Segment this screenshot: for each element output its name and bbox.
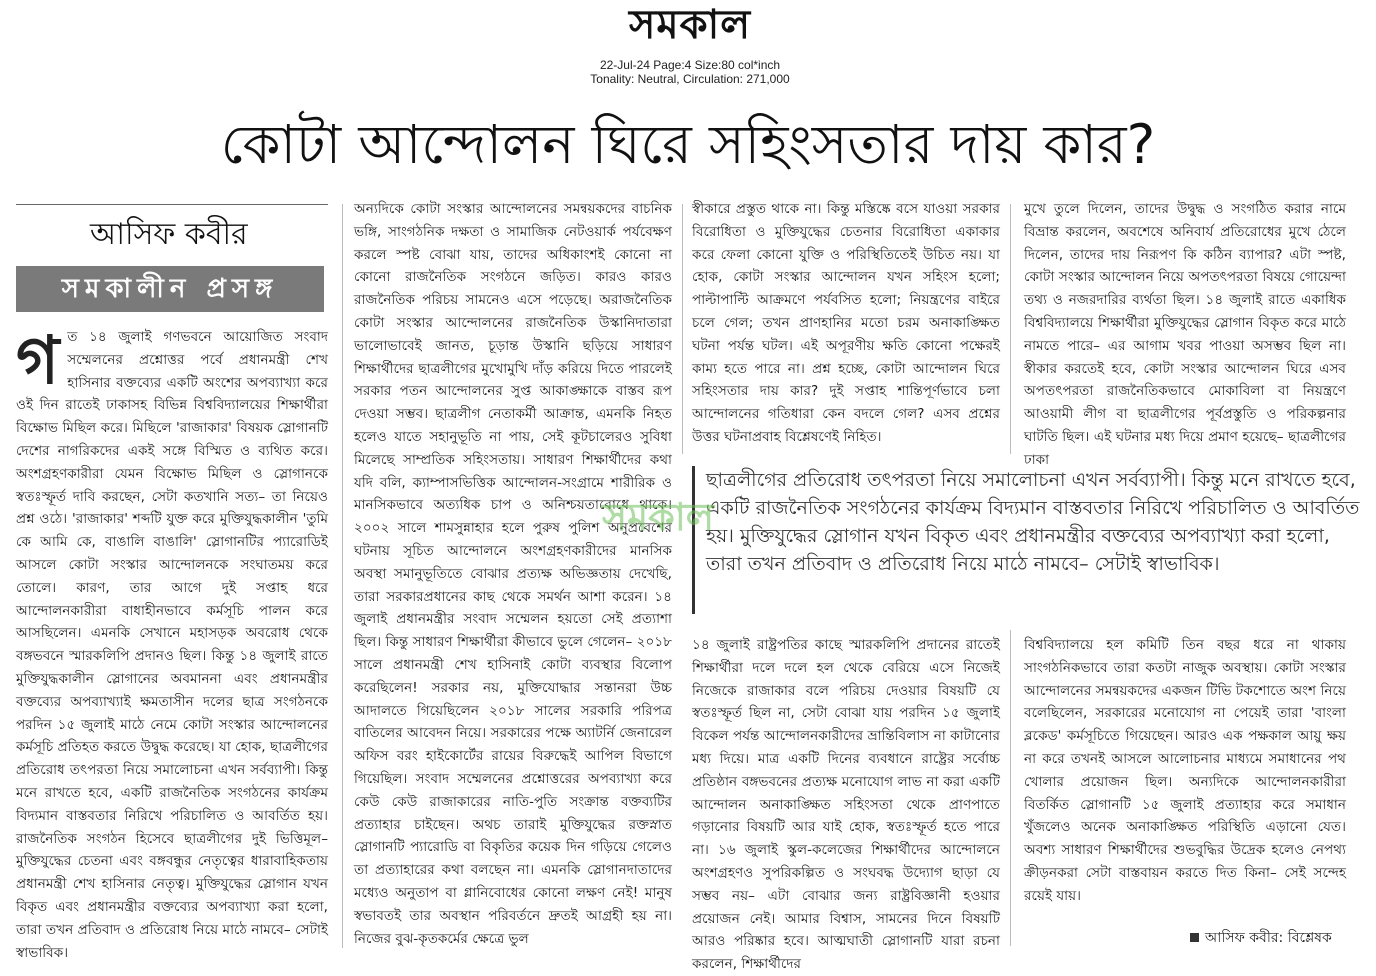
column-text: স্বীকারে প্রস্তুত থাকে না। কিন্তু মস্তিষ্কে বসে যাওয়া সরকার বিরোধিতা ও মুক্তিযুদ্ধের চেতনার বিরোধিতা একাকার করে ফেলা কোনো যুক্তি ও পরিস্থিতিতেই উচিত নয়। যা হোক, কোটা সংস্কার আন্দোলন যখন সহিংস হলো; পাল্টাপাল্টি আক্রমণে পর্যবসিত হলো; নিয়ন্ত্রণের বাইরে চলে গেল; তখন প্রাণহানির মতো চরম অনাকাঙ্ক্ষিত ঘটনা পর্যন্ত ঘটল। এই অপূরণীয় ক্ষতি কোনো পক্ষেরই কাম্য হতে পারে না। প্রশ্ন হচ্ছে, কোটা আন্দোলন ঘিরে সহিংসতার দায় কার? দুই সপ্তাহ শান্তিপূর্ণভাবে চলা আন্দোলনের গতিধারা কেন বদলে গেল? এসব প্রশ্নের উত্তর ঘটনাপ্রবাহ বিশ্লেষণেই নিহিত। bbox=[692, 201, 1000, 445]
pullquote: ছাত্রলীগের প্রতিরোধ তৎপরতা নিয়ে সমালোচনা এখন সর্বব্যাপী। কিন্তু মনে রাখতে হবে, একটি রাজনৈতিক সংগঠনের কার্যক্রম বিদ্যমান বাস্তবতার নিরিখে পরিচালিত ও আবর্তিত হয়। মুক্তিযুদ্ধের স্লোগান যখন বিকৃত এবং প্রধানমন্ত্রীর বক্তব্যের অপব্যাখ্যা করা হলো, তারা তখন প্রতিবাদ ও প্রতিরোধ নিয়ে মাঠে নামবে– সেটাই স্বাভাবিক। bbox=[706, 469, 1360, 575]
article-column-4 bbox=[1024, 198, 1346, 468]
column-text: অন্যদিকে কোটা সংস্কার আন্দোলনের সমন্বয়কদের বাচনিক ভঙ্গি, সাংগঠনিক দক্ষতা ও সামাজিক নেটওয়ার্ক পর্যবেক্ষণ করলে স্পষ্ট বোঝা যায়, তাদের অধিকাংশই কোনো না কোনো রাজনৈতিক সংগঠনে জড়িত। কারও কারও রাজনৈতিক পরিচয় সামনেও এসে পড়েছে। অরাজনৈতিক কোটা সংস্কার আন্দোলনের রাজনৈতিক উস্কানিদাতারা ভালোভাবেই জানত, চূড়ান্ত উস্কানি ছড়িয়ে সাধারণ শিক্ষার্থীদের ছাত্রলীগের মুখোমুখি দাঁড় করিয়ে দিতে পারলেই সরকার পতন আন্দোলনের সুপ্ত আকাঙ্ক্ষাকে বাস্তব রূপ দেওয়া সম্ভব। ছাত্রলীগ নেতাকর্মী আক্রান্ত, এমনকি নিহত হলেও যাতে সহানুভূতি না পায়, সেই কূটচালেরও সুবিধা মিলেছে সাম্প্রতিক সহিংসতায়। সাধারণ শিক্ষার্থীদের কথা যদি বলি, ক্যাম্পাসভিত্তিক আন্দোলন-সংগ্রামে শারীরিক ও মানসিকভাবে অত্যধিক চাপ ও অনিশ্চয়তাবোধে থাকে। ২০০২ সালে শামসুন্নাহার হলে পুরুষ পুলিশ অনুপ্রবেশের ঘটনায় সূচিত আন্দোলনে অংশগ্রহণকারীদের মানসিক অবস্থা সমানুভূতিতে বোঝার প্রত্যক্ষ অভিজ্ঞতায় দেখেছি, তারা সরকারপ্রধানের কাছ থেকে সমর্থন আশা করেন। ১৪ জুলাই প্রধানমন্ত্রীর সংবাদ সম্মেলন হয়তো সেই প্রত্যাশা ছিল। কিন্তু সাধারণ শিক্ষার্থীরা কীভাবে ভুলে গেলেন– ২০১৮ সালে প্রধানমন্ত্রী শেখ হাসিনাই কোটা ব্যবস্থার বিলোপ করেছিলেন! সরকার নয়, মুক্তিযোদ্ধার সন্তানরা উচ্চ আদালতে গিয়েছিলেন ২০১৮ সালের সরকারি পরিপত্র বাতিলের আবেদন নিয়ে। সরকারের পক্ষে অ্যাটর্নি জেনারেল অফিস বরং হাইকোর্টের রায়ের বিরুদ্ধেই আপিল বিভাগে গিয়েছিল। সংবাদ সম্মেলনের প্রশ্নোত্তরের অপব্যাখ্যা করে কেউ কেউ রাজাকারের নাতি-পুতি সংক্রান্ত বক্তব্যটির প্রত্যাহার চাইছেন। অথচ তারাই মুক্তিযুদ্ধের রক্তস্নাত স্লোগানটি প্যারোডি বা বিকৃতির কয়েক দিন গড়িয়ে গেলেও তা প্রত্যাহারের কথা বলছেন না। এমনকি স্লোগানদাতাদের মধ্যেও অনুতাপ বা গ্লানিবোধের কোনো লক্ষণ নেই! মানুষ স্বভাবতই তার অবস্থান পরিবর্তনে দ্রুতই আগ্রহী হয় না। নিজের বুঝ-কৃতকর্মের ক্ষেত্রে ভুল bbox=[354, 201, 672, 947]
watermark-logo: সমকাল bbox=[602, 494, 715, 539]
article-column-6 bbox=[1024, 634, 1346, 910]
column-divider bbox=[342, 204, 343, 948]
clipping-meta bbox=[520, 58, 860, 86]
newspaper-masthead: সমকাল bbox=[628, 1, 752, 48]
article-column-3 bbox=[692, 198, 1000, 450]
column-text: মুখে তুলে দিলেন, তাদের উদ্বুদ্ধ ও সংগঠিত করার নামে বিভ্রান্ত করলেন, অবশেষে অনিবার্য প্রতিরোধের মুখে ঠেলে দিলেন, তাদের দায় নিরূপণ কি কঠিন ব্যাপার? এটা স্পষ্ট, কোটা সংস্কার আন্দোলন নিয়ে অপতৎপরতা বিষয়ে গোয়েন্দা তথ্য ও নজরদারির ব্যর্থতা ছিল। ১৪ জুলাই রাতে একাধিক বিশ্ববিদ্যালয়ে শিক্ষার্থীরা মুক্তিযুদ্ধের স্লোগান বিকৃত করে মাঠে নামতে পারে– এর আগাম খবর পাওয়া অসম্ভব ছিল না। স্বীকার করতেই হবে, কোটা সংস্কার আন্দোলন ঘিরে এসব অপতৎপরতা রাজনৈতিকভাবে মোকাবিলা বা নিয়ন্ত্রণে আওয়ামী লীগ বা ছাত্রলীগের পূর্বপ্রস্তুতি ও পরিকল্পনার ঘাটতি ছিল। এই ঘটনার মধ্য দিয়ে প্রমাণ হয়েছে– ছাত্রলীগের ঢাকা bbox=[1024, 201, 1346, 468]
author-byline bbox=[1190, 928, 1332, 948]
clipping-meta-line-2: Tonality: Neutral, Circulation: 271,000 bbox=[590, 72, 790, 86]
article-column-2 bbox=[354, 198, 672, 950]
section-label: সমকালীন প্রসঙ্গ bbox=[16, 266, 324, 312]
drop-cap: গ bbox=[16, 322, 60, 399]
column-text: ত ১৪ জুলাই গণভবনে আয়োজিত সংবাদ সম্মেলনের প্রশ্নোত্তর পর্বে প্রধানমন্ত্রী শেখ হাসিনার বক্তব্যের একটি অংশের অপব্যাখ্যা করে ওই দিন রাতেই ঢাকাসহ বিভিন্ন বিশ্ববিদ্যালয়ের শিক্ষার্থীরা বিক্ষোভ মিছিল করে। মিছিলে 'রাজাকার' বিষয়ক স্লোগানটি দেশের নাগরিকদের একই সঙ্গে বিস্মিত ও ব্যথিত করে। অংশগ্রহণকারীরা যেমন বিক্ষোভ মিছিল ও স্লোগানকে স্বতঃস্ফূর্ত দাবি করছেন, সেটা কতখানি সত্য– তা নিয়েও প্রশ্ন ওঠে। 'রাজাকার' শব্দটি যুক্ত করে মুক্তিযুদ্ধকালীন 'তুমি কে আমি কে, বাঙালি বাঙালি' স্লোগানটির প্যারোডিই আসলে কোটা সংস্কার আন্দোলনকে সংঘাতময় করে তোলে। কারণ, তার আগে দুই সপ্তাহ ধরে আন্দোলনকারীরা বাধাহীনভাবে কর্মসূচি পালন করে আসছিলেন। এমনকি সেখানে মহাসড়ক অবরোধ থেকে বঙ্গভবনে স্মারকলিপি প্রদানও ছিল। কিন্তু ১৪ জুলাই রাতে মুক্তিযুদ্ধকালীন স্লোগানের অবমাননা এবং প্রধানমন্ত্রীর বক্তব্যের অপব্যাখ্যাই ক্ষমতাসীন দলের ছাত্র সংগঠনকে পরদিন ১৫ জুলাই মাঠে নেমে কোটা সংস্কার আন্দোলনের কর্মসূচি প্রতিহত করতে উদ্বুদ্ধ করেছে। যা হোক, ছাত্রলীগের প্রতিরোধ তৎপরতা নিয়ে সমালোচনা এখন সর্বব্যাপী। কিন্তু মনে রাখতে হবে, একটি রাজনৈতিক সংগঠনের কার্যক্রম বিদ্যমান বাস্তবতার নিরিখে পরিচালিত ও আবর্তিত হয়। রাজনৈতিক সংগঠন হিসেবে ছাত্রলীগের দুই ভিত্তিমূল– মুক্তিযুদ্ধের চেতনা এবং বঙ্গবন্ধুর নেতৃত্বের ধারাবাহিকতায় প্রধানমন্ত্রী শেখ হাসিনার নেতৃত্ব। মুক্তিযুদ্ধের স্লোগান যখন বিকৃত এবং প্রধানমন্ত্রীর বক্তব্যের অপব্যাখ্যা করা হলো, তারা তখন প্রতিবাদ ও প্রতিরোধ নিয়ে মাঠে নামবে– সেটাই স্বাভাবিক। bbox=[16, 329, 328, 961]
column-divider bbox=[682, 204, 683, 454]
square-bullet-icon bbox=[1190, 933, 1199, 942]
byline-text: আসিফ কবীর: বিশ্লেষক bbox=[1205, 930, 1332, 946]
column-text: ১৪ জুলাই রাষ্ট্রপতির কাছে স্মারকলিপি প্রদানের রাতেই শিক্ষার্থীরা দলে দলে হল থেকে বেরিয়ে এসে নিজেই নিজেকে রাজাকার বলে পরিচয় দেওয়ার বিষয়টি যে স্বতঃস্ফূর্ত ছিল না, সেটা বোঝা যায় পরদিন ১৫ জুলাই বিকেল পর্যন্ত আন্দোলনকারীদের ভ্রান্তিবিলাস না কাটানোর মধ্য দিয়ে। মাত্র একটি দিনের ব্যবধানে রাষ্ট্রের সর্বোচ্চ প্রতিষ্ঠান বঙ্গভবনের প্রত্যক্ষ মনোযোগ লাভ না করা একটি আন্দোলন অনাকাঙ্ক্ষিত সহিংসতা থেকে প্রাণপাতে গড়ানোর বিষয়টি আর যাই হোক, স্বতঃস্ফূর্ত হতে পারে না। ১৬ জুলাই স্কুল-কলেজের শিক্ষার্থীদের আন্দোলনে অংশগ্রহণও সুপরিকল্পিত ও সংঘবদ্ধ উদ্যোগ ছাড়া যে সম্ভব নয়– এটা বোঝার জন্য রাষ্ট্রবিজ্ঞানী হওয়ার প্রয়োজন নেই। আমার বিশ্বাস, সামনের দিনে বিষয়টি আরও পরিষ্কার হবে। আত্মঘাতী স্লোগানটি যারা রচনা করলেন, শিক্ষার্থীদের bbox=[692, 637, 1000, 973]
clipping-meta-line-1: 22-Jul-24 Page:4 Size:80 col*inch bbox=[599, 58, 781, 72]
divider bbox=[16, 204, 328, 205]
article-column-1 bbox=[16, 322, 328, 961]
column-divider bbox=[1010, 204, 1011, 454]
article-headline: কোটা আন্দোলন ঘিরে সহিংসতার দায় কার? bbox=[220, 113, 1156, 176]
column-divider bbox=[1010, 630, 1011, 946]
column-text: বিশ্ববিদ্যালয়ে হল কমিটি তিন বছর ধরে না থাকায় সাংগঠনিকভাবে তারা কতটা নাজুক অবস্থায়। কোটা সংস্কার আন্দোলনের সমন্বয়কদের একজন টিভি টকশোতে অংশ নিয়ে বলেছিলেন, সরকারের মনোযোগ না পেয়েই তারা 'বাংলা ব্লকেড' কর্মসূচিতে গিয়েছেন। আরও এক পক্ষকাল আয়ু ক্ষয় না করে তখনই আসলে আলোচনার মাধ্যমে সমাধানের পথ খোলার প্রয়োজন ছিল। অন্যদিকে আন্দোলনকারীরা বিতর্কিত স্লোগানটি ১৫ জুলাই প্রত্যাহার করে সমাধান খুঁজলেও অনেক অনাকাঙ্ক্ষিত পরিস্থিতি এড়ানো যেত। অবশ্য সাধারণ শিক্ষার্থীদের শুভবুদ্ধির উদ্রেক হলেও নেপথ্য ক্রীড়নকরা সেটা বাস্তবায়ন করতে দিত কিনা– সেই সন্দেহ রয়েই যায়। bbox=[1024, 637, 1346, 904]
article-column-5 bbox=[692, 634, 1000, 973]
author-name: আসিফ কবীর bbox=[90, 217, 248, 252]
